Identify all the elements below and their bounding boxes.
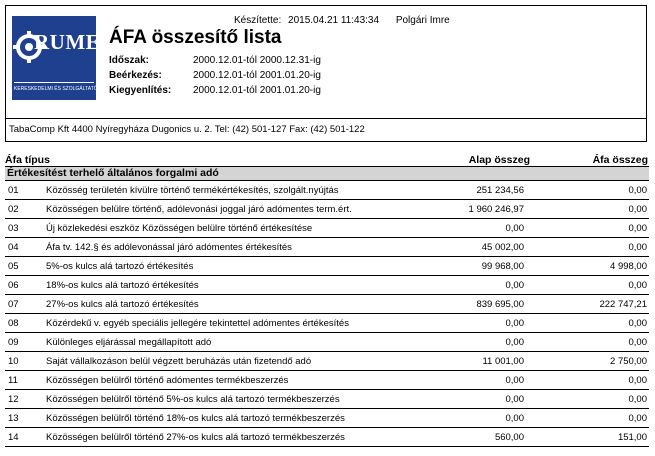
section-title: Értékesítést terhelő általános forgalmi adó	[7, 167, 219, 179]
row-description: 18%-os kulcs alá tartozó értékesítés	[46, 280, 199, 291]
row-vat-amount: 0,00	[628, 223, 647, 234]
row-description: Közösségen belülről történő 27%-os kulcs alá tartozó termékbeszerzés	[46, 432, 345, 443]
report-header	[5, 5, 647, 142]
table-row	[5, 257, 649, 276]
row-base-amount: 560,00	[494, 432, 524, 443]
header-divider	[6, 118, 646, 119]
created-user: Polgári Imre	[395, 15, 450, 26]
row-base-amount: 11 001,00	[482, 356, 524, 367]
row-code: 13	[8, 413, 19, 424]
row-description: 27%-os kulcs alá tartozó értékesítés	[46, 299, 199, 310]
row-vat-amount: 0,00	[628, 413, 647, 424]
row-vat-amount: 0,00	[628, 318, 647, 329]
row-code: 07	[8, 299, 19, 310]
table-row	[5, 390, 649, 409]
created-datetime: 2015.04.21 11:43:34	[288, 15, 380, 26]
vat-table	[5, 181, 649, 447]
settlement-row	[109, 85, 321, 96]
table-row	[5, 314, 649, 333]
row-vat-amount: 4 998,00	[610, 261, 647, 272]
logo-text: RUMED	[34, 30, 116, 54]
row-base-amount: 839 695,00	[476, 299, 524, 310]
row-description: Közösségen belülről történő 18%-os kulcs alá tartozó termékbeszerzés	[46, 413, 345, 424]
row-code: 09	[8, 337, 19, 348]
row-description: 5%-os kulcs alá tartozó értékesítés	[46, 261, 194, 272]
row-description: Közösségen belülre történő, adólevonási joggal járó adómentes term.ért.	[46, 204, 352, 215]
row-base-amount: 0,00	[505, 318, 524, 329]
row-vat-amount: 0,00	[628, 394, 647, 405]
row-base-amount: 251 234,56	[476, 185, 524, 196]
row-code: 02	[8, 204, 19, 215]
arrival-label: Beérkezés:	[109, 70, 162, 81]
table-row	[5, 181, 649, 200]
period-label: Időszak:	[109, 55, 150, 66]
row-description: Áfa tv. 142.§ és adólevonással járó adómentes értékesítés	[46, 242, 292, 253]
table-row	[5, 295, 649, 314]
table-row	[5, 428, 649, 447]
row-description: Új közlekedési eszköz Közösségen belülre történő értékesítése	[46, 223, 313, 234]
row-base-amount: 0,00	[505, 337, 524, 348]
row-vat-amount: 0,00	[628, 337, 647, 348]
row-vat-amount: 0,00	[628, 185, 647, 196]
row-base-amount: 0,00	[505, 375, 524, 386]
row-base-amount: 0,00	[505, 280, 524, 291]
row-description: Közérdekű v. egyéb speciális jellegére tekintettel adómentes értékesítés	[46, 318, 349, 329]
row-vat-amount: 2 750,00	[610, 356, 647, 367]
row-code: 01	[8, 185, 19, 196]
table-row	[5, 219, 649, 238]
settlement-value: 2000.12.01-tól 2001.01.20-ig	[193, 85, 321, 96]
table-row	[5, 333, 649, 352]
row-description: Közösség területén kívülre történő termékértékesítés, szolgált.nyújtás	[46, 185, 339, 196]
row-code: 14	[8, 432, 19, 443]
period-value: 2000.12.01-tól 2000.12.31-ig	[193, 55, 321, 66]
row-description: Közösségen belülről történő adómentes termékbeszerzés	[46, 375, 289, 386]
settlement-label: Kiegyenlítés:	[109, 85, 172, 96]
row-base-amount: 99 968,00	[481, 261, 524, 272]
column-header-base: Alap összeg	[468, 154, 530, 166]
company-address: TabaComp Kft 4400 Nyíregyháza Dugonics u. 2. Tel: (42) 501-127 Fax: (42) 501-122	[9, 124, 365, 135]
column-header-vat: Áfa összeg	[592, 154, 648, 166]
row-base-amount: 0,00	[505, 223, 524, 234]
row-base-amount: 0,00	[505, 394, 524, 405]
row-description: Közösségen belülről történő 5%-os kulcs alá tartozó termékbeszerzés	[46, 394, 340, 405]
table-row	[5, 352, 649, 371]
row-code: 11	[8, 375, 18, 386]
logo-subtitle: KERESKEDELMI ÉS SZOLGÁLTATÓ KFT	[14, 86, 109, 92]
column-header-type: Áfa típus	[5, 154, 50, 166]
row-code: 06	[8, 280, 19, 291]
row-code: 04	[8, 242, 19, 253]
row-vat-amount: 151,00	[617, 432, 647, 443]
row-code: 03	[8, 223, 19, 234]
arrival-value: 2000.12.01-tól 2001.01.20-ig	[193, 70, 321, 81]
table-row	[5, 200, 649, 219]
row-base-amount: 1 960 246,97	[468, 204, 524, 215]
page-title: ÁFA összesítő lista	[109, 27, 282, 48]
row-vat-amount: 0,00	[628, 375, 647, 386]
created-label: Készítette:	[234, 15, 282, 26]
row-vat-amount: 222 747,21	[599, 299, 647, 310]
row-code: 05	[8, 261, 19, 272]
section-header	[5, 166, 649, 181]
table-row	[5, 371, 649, 390]
row-description: Különleges eljárással megállapított adó	[46, 337, 212, 348]
row-description: Saját vállalkozáson belül végzett beruházás után fizetendő adó	[46, 356, 312, 367]
row-vat-amount: 0,00	[628, 204, 647, 215]
period-row	[109, 55, 321, 66]
table-row	[5, 409, 649, 428]
row-vat-amount: 0,00	[628, 280, 647, 291]
row-code: 08	[8, 318, 19, 329]
row-base-amount: 0,00	[505, 413, 524, 424]
company-logo	[12, 16, 116, 100]
row-code: 12	[8, 394, 19, 405]
row-vat-amount: 0,00	[628, 242, 647, 253]
table-row	[5, 276, 649, 295]
arrival-row	[109, 70, 321, 81]
table-row	[5, 238, 649, 257]
created-info	[234, 15, 450, 26]
row-code: 10	[8, 356, 19, 367]
row-base-amount: 45 002,00	[481, 242, 524, 253]
